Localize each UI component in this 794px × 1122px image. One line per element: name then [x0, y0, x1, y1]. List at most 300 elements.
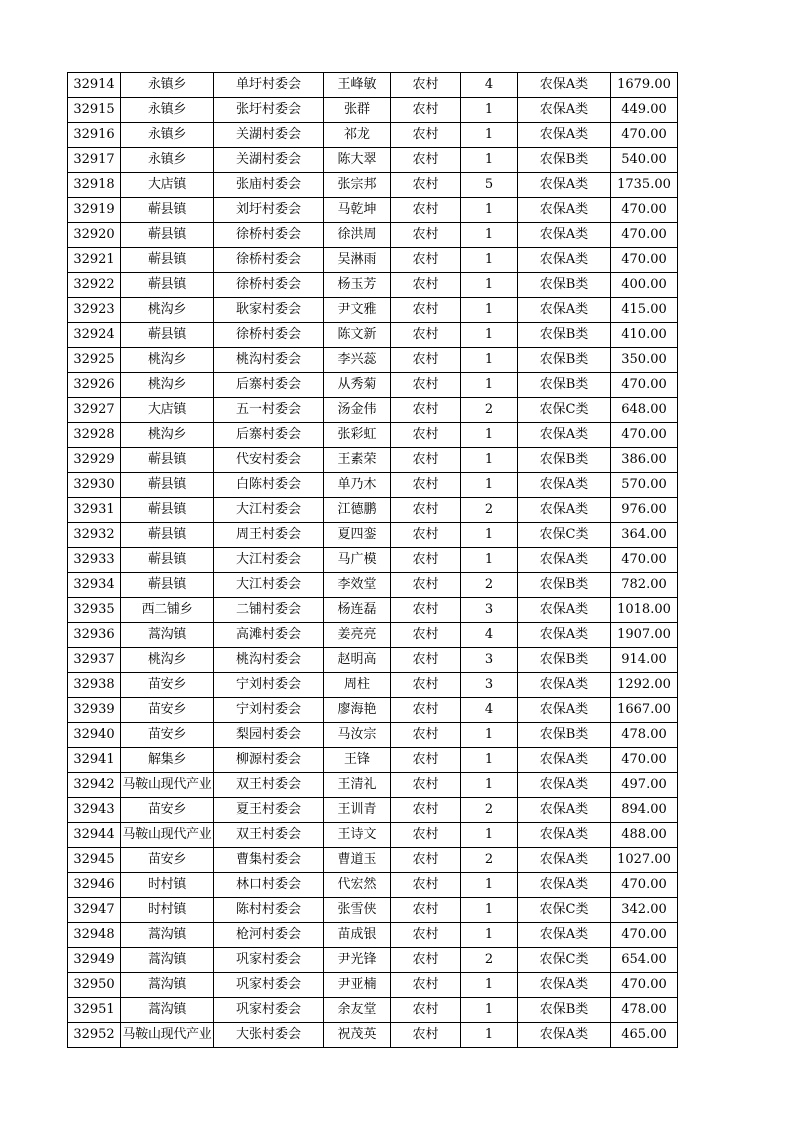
cell-category: 农保A类	[518, 623, 611, 648]
cell-name: 李效堂	[324, 573, 391, 598]
cell-id: 32935	[68, 598, 121, 623]
cell-count: 1	[461, 448, 518, 473]
cell-town: 马鞍山现代产业	[121, 773, 214, 798]
cell-count: 1	[461, 898, 518, 923]
cell-name: 周柱	[324, 673, 391, 698]
cell-category: 农保C类	[518, 898, 611, 923]
cell-category: 农保A类	[518, 173, 611, 198]
cell-town: 苗安乡	[121, 848, 214, 873]
cell-name: 代宏然	[324, 873, 391, 898]
cell-village: 陈村村委会	[214, 898, 324, 923]
cell-id: 32933	[68, 548, 121, 573]
cell-id: 32939	[68, 698, 121, 723]
cell-village: 耿家村委会	[214, 298, 324, 323]
cell-count: 3	[461, 673, 518, 698]
cell-type: 农村	[391, 248, 461, 273]
cell-count: 1	[461, 523, 518, 548]
cell-type: 农村	[391, 623, 461, 648]
cell-category: 农保A类	[518, 473, 611, 498]
cell-id: 32915	[68, 98, 121, 123]
cell-town: 蕲县镇	[121, 198, 214, 223]
cell-count: 4	[461, 698, 518, 723]
cell-type: 农村	[391, 273, 461, 298]
cell-town: 蒿沟镇	[121, 998, 214, 1023]
cell-village: 宁刘村委会	[214, 673, 324, 698]
cell-id: 32921	[68, 248, 121, 273]
cell-count: 2	[461, 398, 518, 423]
table-row	[68, 848, 678, 873]
cell-category: 农保A类	[518, 123, 611, 148]
cell-count: 1	[461, 198, 518, 223]
cell-village: 夏王村委会	[214, 798, 324, 823]
table-row	[68, 898, 678, 923]
cell-amount: 470.00	[611, 873, 678, 898]
cell-id: 32930	[68, 473, 121, 498]
cell-type: 农村	[391, 448, 461, 473]
cell-amount: 465.00	[611, 1023, 678, 1048]
cell-id: 32917	[68, 148, 121, 173]
cell-village: 徐桥村委会	[214, 248, 324, 273]
cell-village: 张庙村委会	[214, 173, 324, 198]
cell-id: 32951	[68, 998, 121, 1023]
table-row	[68, 548, 678, 573]
table-row	[68, 248, 678, 273]
cell-name: 陈文新	[324, 323, 391, 348]
cell-type: 农村	[391, 298, 461, 323]
cell-count: 1	[461, 373, 518, 398]
cell-village: 巩家村委会	[214, 948, 324, 973]
cell-count: 2	[461, 948, 518, 973]
cell-type: 农村	[391, 173, 461, 198]
cell-type: 农村	[391, 723, 461, 748]
cell-count: 1	[461, 348, 518, 373]
cell-count: 1	[461, 973, 518, 998]
cell-category: 农保A类	[518, 923, 611, 948]
table-row	[68, 698, 678, 723]
cell-id: 32942	[68, 773, 121, 798]
cell-type: 农村	[391, 473, 461, 498]
cell-village: 关湖村委会	[214, 123, 324, 148]
cell-town: 桃沟乡	[121, 373, 214, 398]
cell-category: 农保A类	[518, 73, 611, 98]
cell-village: 高滩村委会	[214, 623, 324, 648]
cell-type: 农村	[391, 123, 461, 148]
cell-town: 大店镇	[121, 398, 214, 423]
cell-village: 张圩村委会	[214, 98, 324, 123]
cell-id: 32918	[68, 173, 121, 198]
cell-count: 1	[461, 273, 518, 298]
table-row	[68, 448, 678, 473]
cell-name: 祁龙	[324, 123, 391, 148]
cell-amount: 350.00	[611, 348, 678, 373]
table-row	[68, 273, 678, 298]
cell-amount: 470.00	[611, 923, 678, 948]
cell-town: 苗安乡	[121, 698, 214, 723]
cell-count: 5	[461, 173, 518, 198]
cell-type: 农村	[391, 598, 461, 623]
table-row	[68, 573, 678, 598]
cell-name: 廖海艳	[324, 698, 391, 723]
cell-town: 蕲县镇	[121, 573, 214, 598]
cell-type: 农村	[391, 373, 461, 398]
cell-town: 桃沟乡	[121, 348, 214, 373]
cell-name: 张彩虹	[324, 423, 391, 448]
cell-id: 32922	[68, 273, 121, 298]
cell-name: 杨连磊	[324, 598, 391, 623]
cell-id: 32934	[68, 573, 121, 598]
cell-name: 徐洪周	[324, 223, 391, 248]
cell-count: 1	[461, 148, 518, 173]
cell-type: 农村	[391, 998, 461, 1023]
table-row	[68, 123, 678, 148]
cell-type: 农村	[391, 323, 461, 348]
table-row	[68, 998, 678, 1023]
cell-id: 32928	[68, 423, 121, 448]
cell-count: 1	[461, 248, 518, 273]
cell-id: 32931	[68, 498, 121, 523]
cell-name: 尹文雅	[324, 298, 391, 323]
table-row	[68, 173, 678, 198]
cell-amount: 1907.00	[611, 623, 678, 648]
cell-category: 农保A类	[518, 798, 611, 823]
cell-category: 农保A类	[518, 248, 611, 273]
cell-name: 陈大翠	[324, 148, 391, 173]
cell-type: 农村	[391, 1023, 461, 1048]
cell-category: 农保A类	[518, 698, 611, 723]
cell-count: 1	[461, 98, 518, 123]
cell-amount: 914.00	[611, 648, 678, 673]
cell-category: 农保B类	[518, 448, 611, 473]
cell-town: 桃沟乡	[121, 648, 214, 673]
cell-village: 柳源村委会	[214, 748, 324, 773]
cell-village: 宁刘村委会	[214, 698, 324, 723]
cell-name: 王训青	[324, 798, 391, 823]
cell-category: 农保B类	[518, 723, 611, 748]
cell-amount: 478.00	[611, 723, 678, 748]
cell-type: 农村	[391, 198, 461, 223]
cell-id: 32946	[68, 873, 121, 898]
cell-name: 王清礼	[324, 773, 391, 798]
cell-type: 农村	[391, 98, 461, 123]
cell-amount: 470.00	[611, 223, 678, 248]
cell-amount: 1292.00	[611, 673, 678, 698]
cell-village: 梨园村委会	[214, 723, 324, 748]
cell-type: 农村	[391, 748, 461, 773]
cell-id: 32944	[68, 823, 121, 848]
cell-id: 32952	[68, 1023, 121, 1048]
cell-name: 马广模	[324, 548, 391, 573]
cell-count: 1	[461, 723, 518, 748]
cell-count: 2	[461, 498, 518, 523]
cell-town: 蕲县镇	[121, 323, 214, 348]
cell-amount: 1667.00	[611, 698, 678, 723]
cell-amount: 782.00	[611, 573, 678, 598]
cell-count: 1	[461, 123, 518, 148]
cell-town: 大店镇	[121, 173, 214, 198]
cell-category: 农保B类	[518, 148, 611, 173]
cell-id: 32926	[68, 373, 121, 398]
cell-count: 3	[461, 598, 518, 623]
cell-category: 农保A类	[518, 548, 611, 573]
table-row	[68, 648, 678, 673]
table-row	[68, 148, 678, 173]
cell-count: 1	[461, 748, 518, 773]
cell-name: 吴淋雨	[324, 248, 391, 273]
cell-count: 2	[461, 848, 518, 873]
table-row	[68, 673, 678, 698]
cell-type: 农村	[391, 523, 461, 548]
cell-amount: 1679.00	[611, 73, 678, 98]
cell-id: 32929	[68, 448, 121, 473]
cell-village: 巩家村委会	[214, 998, 324, 1023]
cell-type: 农村	[391, 923, 461, 948]
cell-id: 32916	[68, 123, 121, 148]
cell-name: 苗成银	[324, 923, 391, 948]
table-body	[68, 73, 678, 1048]
cell-amount: 364.00	[611, 523, 678, 548]
cell-amount: 497.00	[611, 773, 678, 798]
table-row	[68, 498, 678, 523]
cell-count: 3	[461, 648, 518, 673]
cell-category: 农保A类	[518, 773, 611, 798]
cell-amount: 1735.00	[611, 173, 678, 198]
cell-town: 永镇乡	[121, 98, 214, 123]
cell-amount: 410.00	[611, 323, 678, 348]
cell-amount: 415.00	[611, 298, 678, 323]
cell-amount: 540.00	[611, 148, 678, 173]
cell-type: 农村	[391, 848, 461, 873]
table-row	[68, 423, 678, 448]
table-row	[68, 98, 678, 123]
cell-type: 农村	[391, 698, 461, 723]
cell-count: 1	[461, 998, 518, 1023]
cell-town: 蒿沟镇	[121, 623, 214, 648]
cell-category: 农保A类	[518, 98, 611, 123]
cell-id: 32947	[68, 898, 121, 923]
cell-count: 1	[461, 323, 518, 348]
cell-amount: 654.00	[611, 948, 678, 973]
cell-id: 32932	[68, 523, 121, 548]
records-table	[67, 72, 678, 1048]
cell-town: 苗安乡	[121, 798, 214, 823]
cell-id: 32923	[68, 298, 121, 323]
cell-amount: 470.00	[611, 248, 678, 273]
cell-town: 解集乡	[121, 748, 214, 773]
cell-count: 1	[461, 548, 518, 573]
cell-type: 农村	[391, 73, 461, 98]
cell-name: 祝茂英	[324, 1023, 391, 1048]
cell-name: 王素荣	[324, 448, 391, 473]
cell-category: 农保A类	[518, 823, 611, 848]
cell-name: 曹道玉	[324, 848, 391, 873]
cell-id: 32914	[68, 73, 121, 98]
cell-village: 徐桥村委会	[214, 223, 324, 248]
cell-village: 后寨村委会	[214, 373, 324, 398]
cell-village: 五一村委会	[214, 398, 324, 423]
cell-id: 32940	[68, 723, 121, 748]
cell-name: 余友堂	[324, 998, 391, 1023]
cell-type: 农村	[391, 548, 461, 573]
cell-count: 4	[461, 73, 518, 98]
cell-type: 农村	[391, 223, 461, 248]
table-row	[68, 1023, 678, 1048]
cell-name: 夏四銮	[324, 523, 391, 548]
cell-amount: 470.00	[611, 973, 678, 998]
cell-type: 农村	[391, 948, 461, 973]
cell-id: 32938	[68, 673, 121, 698]
cell-id: 32941	[68, 748, 121, 773]
table-row	[68, 373, 678, 398]
cell-type: 农村	[391, 673, 461, 698]
cell-id: 32950	[68, 973, 121, 998]
cell-id: 32949	[68, 948, 121, 973]
cell-town: 蕲县镇	[121, 248, 214, 273]
cell-town: 蒿沟镇	[121, 973, 214, 998]
cell-category: 农保B类	[518, 648, 611, 673]
cell-village: 徐桥村委会	[214, 323, 324, 348]
cell-town: 永镇乡	[121, 73, 214, 98]
cell-town: 永镇乡	[121, 123, 214, 148]
cell-count: 4	[461, 623, 518, 648]
cell-category: 农保A类	[518, 873, 611, 898]
cell-village: 单圩村委会	[214, 73, 324, 98]
cell-amount: 400.00	[611, 273, 678, 298]
cell-town: 蕲县镇	[121, 448, 214, 473]
cell-category: 农保A类	[518, 198, 611, 223]
table-row	[68, 773, 678, 798]
table-row	[68, 823, 678, 848]
cell-type: 农村	[391, 498, 461, 523]
cell-amount: 470.00	[611, 373, 678, 398]
table-row	[68, 873, 678, 898]
cell-town: 苗安乡	[121, 723, 214, 748]
cell-amount: 1018.00	[611, 598, 678, 623]
table-row	[68, 973, 678, 998]
cell-amount: 976.00	[611, 498, 678, 523]
cell-category: 农保B类	[518, 348, 611, 373]
table-row	[68, 723, 678, 748]
cell-category: 农保A类	[518, 498, 611, 523]
cell-village: 林口村委会	[214, 873, 324, 898]
table-row	[68, 348, 678, 373]
cell-category: 农保A类	[518, 848, 611, 873]
cell-amount: 894.00	[611, 798, 678, 823]
cell-name: 张群	[324, 98, 391, 123]
cell-amount: 470.00	[611, 548, 678, 573]
cell-count: 1	[461, 823, 518, 848]
cell-category: 农保B类	[518, 998, 611, 1023]
cell-town: 蕲县镇	[121, 473, 214, 498]
cell-name: 王诗文	[324, 823, 391, 848]
cell-category: 农保B类	[518, 323, 611, 348]
cell-town: 马鞍山现代产业	[121, 823, 214, 848]
cell-village: 周王村委会	[214, 523, 324, 548]
table-row	[68, 948, 678, 973]
cell-name: 王峰敏	[324, 73, 391, 98]
cell-town: 桃沟乡	[121, 298, 214, 323]
cell-type: 农村	[391, 898, 461, 923]
cell-town: 永镇乡	[121, 148, 214, 173]
cell-count: 1	[461, 923, 518, 948]
cell-type: 农村	[391, 873, 461, 898]
cell-id: 32948	[68, 923, 121, 948]
cell-id: 32937	[68, 648, 121, 673]
table-row	[68, 798, 678, 823]
cell-town: 时村镇	[121, 873, 214, 898]
cell-amount: 470.00	[611, 748, 678, 773]
cell-type: 农村	[391, 973, 461, 998]
cell-amount: 570.00	[611, 473, 678, 498]
cell-category: 农保C类	[518, 398, 611, 423]
cell-village: 后寨村委会	[214, 423, 324, 448]
cell-type: 农村	[391, 823, 461, 848]
cell-type: 农村	[391, 348, 461, 373]
table-row	[68, 398, 678, 423]
cell-name: 张雪侠	[324, 898, 391, 923]
cell-village: 桃沟村委会	[214, 648, 324, 673]
cell-count: 1	[461, 298, 518, 323]
cell-amount: 470.00	[611, 123, 678, 148]
cell-id: 32919	[68, 198, 121, 223]
cell-category: 农保B类	[518, 273, 611, 298]
cell-town: 蒿沟镇	[121, 923, 214, 948]
cell-amount: 648.00	[611, 398, 678, 423]
cell-category: 农保B类	[518, 573, 611, 598]
cell-village: 关湖村委会	[214, 148, 324, 173]
cell-town: 西二铺乡	[121, 598, 214, 623]
cell-town: 马鞍山现代产业	[121, 1023, 214, 1048]
cell-count: 1	[461, 1023, 518, 1048]
table-row	[68, 598, 678, 623]
cell-village: 大张村委会	[214, 1023, 324, 1048]
cell-village: 刘圩村委会	[214, 198, 324, 223]
cell-category: 农保B类	[518, 373, 611, 398]
cell-village: 双王村委会	[214, 823, 324, 848]
cell-category: 农保A类	[518, 423, 611, 448]
cell-count: 1	[461, 873, 518, 898]
cell-id: 32920	[68, 223, 121, 248]
cell-category: 农保A类	[518, 298, 611, 323]
cell-name: 李兴蕊	[324, 348, 391, 373]
cell-count: 1	[461, 223, 518, 248]
cell-category: 农保A类	[518, 598, 611, 623]
cell-category: 农保A类	[518, 973, 611, 998]
cell-category: 农保A类	[518, 1023, 611, 1048]
cell-village: 二铺村委会	[214, 598, 324, 623]
cell-id: 32925	[68, 348, 121, 373]
table-row	[68, 473, 678, 498]
table-row	[68, 298, 678, 323]
cell-village: 双王村委会	[214, 773, 324, 798]
cell-id: 32945	[68, 848, 121, 873]
cell-town: 蕲县镇	[121, 523, 214, 548]
cell-count: 1	[461, 473, 518, 498]
cell-type: 农村	[391, 648, 461, 673]
table-row	[68, 73, 678, 98]
cell-name: 尹亚楠	[324, 973, 391, 998]
cell-village: 白陈村委会	[214, 473, 324, 498]
cell-amount: 386.00	[611, 448, 678, 473]
cell-count: 2	[461, 798, 518, 823]
cell-type: 农村	[391, 398, 461, 423]
table-row	[68, 223, 678, 248]
cell-village: 大江村委会	[214, 498, 324, 523]
cell-amount: 449.00	[611, 98, 678, 123]
cell-id: 32927	[68, 398, 121, 423]
cell-type: 农村	[391, 148, 461, 173]
cell-village: 枪河村委会	[214, 923, 324, 948]
cell-id: 32924	[68, 323, 121, 348]
